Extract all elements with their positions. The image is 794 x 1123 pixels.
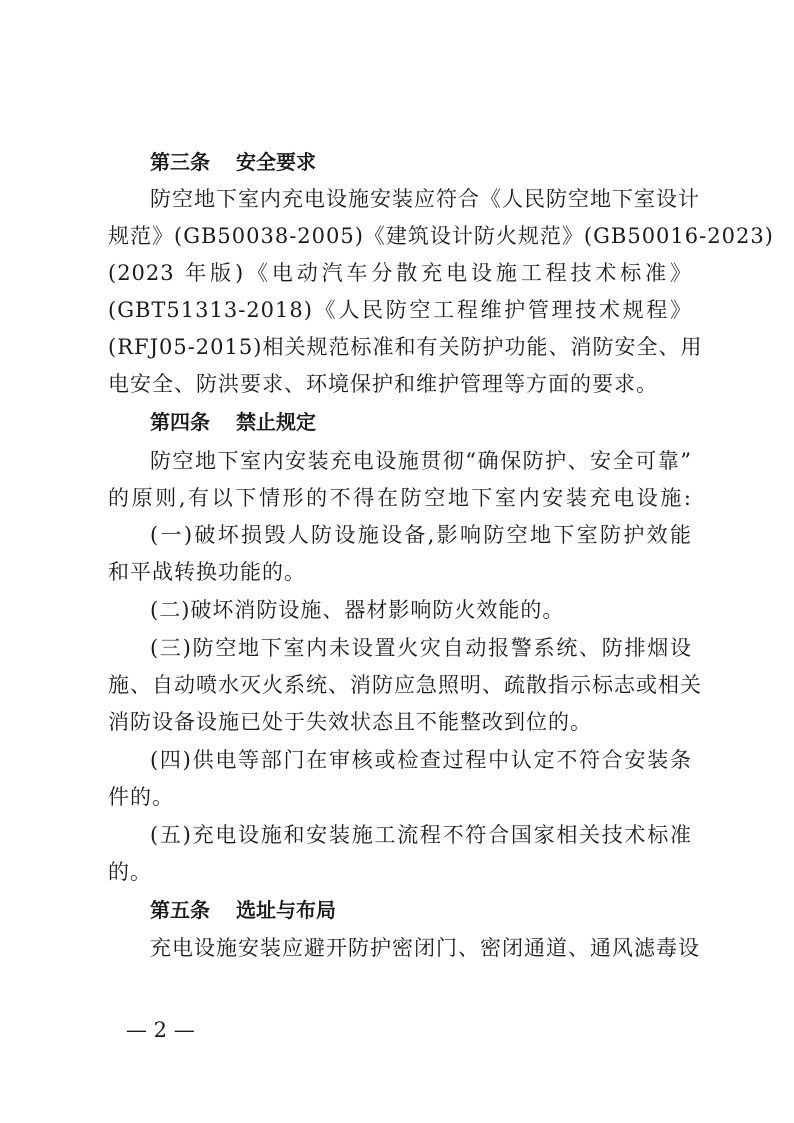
paragraph-line: 件的。 [108,785,174,809]
paragraph-line: (2023 年版)《电动汽车分散充电设施工程技术标准》 [108,261,692,285]
paragraph-line: 施、自动喷水灭火系统、消防应急照明、疏散指示标志或相关 [108,673,702,697]
section-heading-3 [150,144,316,181]
page-number: — 2 — [126,1018,195,1042]
section-number: 第五条 [150,898,210,922]
section-heading-4 [150,404,316,441]
section-number: 第三条 [150,150,210,174]
list-item-4: (四)供电等部门在审核或检查过程中认定不符合安装条 [150,748,692,772]
section-title: 选址与布局 [236,898,336,922]
paragraph-line: 的。 [108,860,152,884]
paragraph-line: 的原则,有以下情形的不得在防空地下室内安装充电设施: [108,486,692,510]
section-number: 第四条 [150,410,210,434]
list-item-2: (二)破坏消防设施、器材影响防火效能的。 [150,598,565,622]
section-title: 禁止规定 [236,410,316,434]
list-item-3: (三)防空地下室内未设置火灾自动报警系统、防排烟设 [150,636,692,660]
paragraph-line: 防空地下室内充电设施安装应符合《人民防空地下室设计 [150,187,700,211]
list-item-5: (五)充电设施和安装施工流程不符合国家相关技术标准 [150,823,692,847]
paragraph-line: 电安全、防洪要求、环境保护和维护管理等方面的要求。 [108,372,658,396]
paragraph-line: 和平战转换功能的。 [108,560,306,584]
list-item-1: (一)破坏损毁人防设施设备,影响防空地下室防护效能 [150,523,692,547]
section-title: 安全要求 [236,150,316,174]
paragraph-line: 防空地下室内安装充电设施贯彻“确保防护、安全可靠” [150,449,692,473]
paragraph-line: (RFJ05-2015)相关规范标准和有关防护功能、消防安全、用 [108,335,703,359]
paragraph-line: (GBT51313-2018)《人民防空工程维护管理技术规程》 [108,298,692,322]
section-heading-5 [150,892,336,929]
paragraph-line: 消防设备设施已处于失效状态且不能整改到位的。 [108,710,592,734]
paragraph-line: 规范》(GB50038-2005)《建筑设计防火规范》(GB50016-2023) [108,224,774,248]
paragraph-line: 充电设施安装应避开防护密闭门、密闭通道、通风滤毒设 [150,936,700,960]
